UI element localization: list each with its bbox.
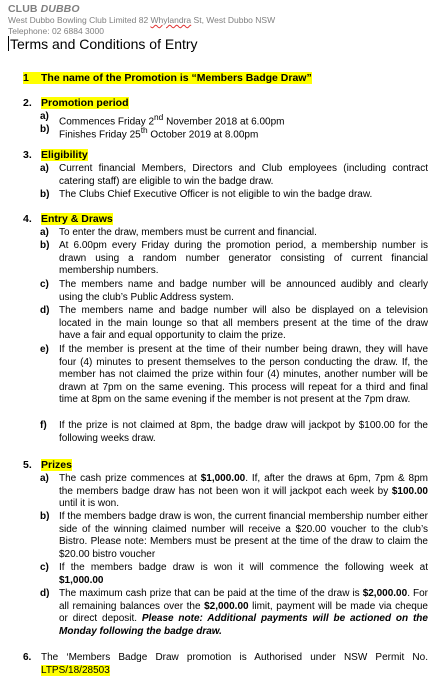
section-3-item-b: b) The Clubs Chief Executive Officer is not eligible to win the badge draw. [40,189,373,200]
section-5-item-c: c) If the members badge draw is won it will commence the following week at $1,000.00 [40,562,428,586]
section-2-heading: 2. Promotion period [23,97,129,109]
club-name-italic: DUBBO [40,3,80,15]
section-4-item-e: e) If the member is present at the time of their number being drawn, they will have four (4) minutes to present themselves to the person conducting the draw. If, the member has not claimed the prize within four (4) minutes, another number will be drawn at 7pm on the same evening. This process will repeat for a third and final time at 8pm on the same evening if the member is not present at the 7pm draw. [40,344,428,406]
section-2-item-b: b) Finishes Friday 25th October 2019 at 8.00pm [40,124,259,141]
section-4-item-a: a) To enter the draw, members must be current and financial. [40,227,317,238]
section-5-item-d: d) The maximum cash prize that can be paid at the time of the draw is $2,000.00. For all remaining balances over the $2,000.00 limit, payment will be made via cheque or direct deposit. Please note: Additional payments will be actioned on the Monday following the badge draw. [40,588,428,637]
section-3-heading: 3. Eligibility [23,149,88,161]
section-6-text: 6. The ‘Members Badge Draw promotion is Authorised under NSW Permit No. LTPS/18/28503 [23,652,428,676]
document-title: Terms and Conditions of Entry [10,36,198,52]
section-4-item-c: c) The members name and badge number will be announced audibly and clearly using the club’s Public Address system. [40,279,428,303]
section-5-item-b: b) If the members badge draw is won, the current financial membership number either side of the winning claimed number will receive a $20.00 voucher to the club’s Bistro. Please note: Members must be present at the time of the draw to claim the $20.00 bistro voucher [40,511,428,560]
spellcheck-word: Whylandra [150,15,192,25]
section-3-item-a: a) Current financial Members, Directors and Club employees (including contract catering staff) are eligible to win the badge draw. [40,163,428,187]
section-4-item-b: b) At 6.00pm every Friday during the promotion period, a membership number is drawn using a random number generator consisting of current financial membership numbers. [40,240,428,277]
section-4-item-f: f) If the prize is not claimed at 8pm, the badge draw will jackpot by $100.00 for the following weeks draw. [40,420,428,444]
club-name: CLUB DUBBO [8,3,80,15]
section-2-item-a: a) Commences Friday 2nd November 2018 at 6.00pm [40,111,285,128]
permit-number: LTPS/18/28503 [41,664,110,676]
section-5-heading: 5. Prizes [23,459,72,471]
club-telephone: Telephone: 02 6884 3000 [8,26,104,36]
section-4-heading: 4. Entry & Draws [23,213,113,225]
section-1-heading [23,72,312,84]
text-cursor [8,36,9,51]
highlighted-text: 1 The name of the Promotion is “Members Badge Draw” [23,72,312,84]
club-address: West Dubbo Bowling Club Limited 82 Whylandra St, West Dubbo NSW [8,15,276,25]
section-5-item-a: a) The cash prize commences at $1,000.00. If, after the draws at 6pm, 7pm & 8pm the members badge draw has not been won it will jackpot each week by $100.00 until it is won. [40,473,428,510]
section-4-item-d: d) The members name and badge number will also be displayed on a television located in the main lounge so that all members present at the time of the draw have a fair and equal opportunity to claim the prize. [40,305,428,342]
